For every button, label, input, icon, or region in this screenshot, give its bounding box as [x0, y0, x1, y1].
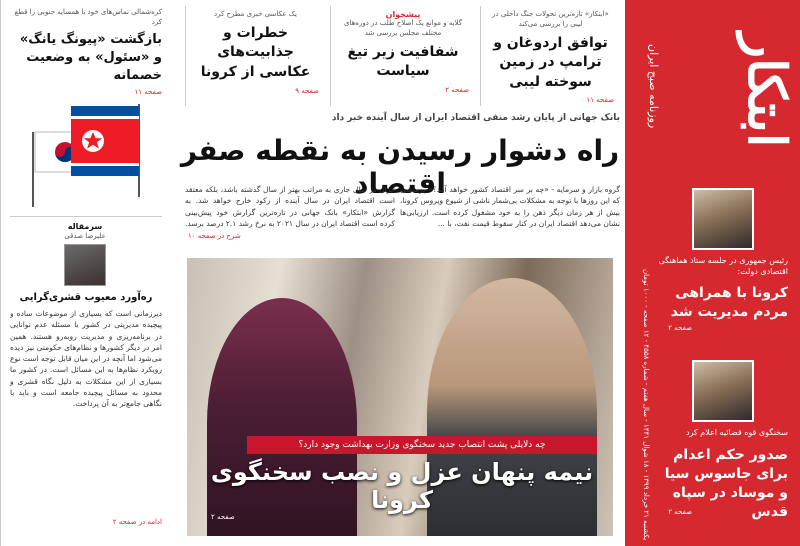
teaser-page-ref[interactable]: صفحه ۲: [445, 85, 469, 94]
teaser-title: بازگشت «پیونگ یانگ» و «سئول» به وضعیت خصمانه: [19, 31, 162, 83]
teaser-transparency[interactable]: [330, 6, 475, 106]
korea-flags-illustration: [11, 102, 161, 212]
teaser-page-ref[interactable]: صفحه ۱۱: [586, 96, 614, 105]
editorial-label: سرمقاله: [67, 222, 103, 231]
item2-page-ref[interactable]: صفحه ۲: [668, 508, 692, 516]
editorial-title[interactable]: ره‌آورد معیوب قشری‌گرایی: [19, 292, 153, 303]
judiciary-spokesman-photo: [692, 360, 754, 422]
teaser-kicker: گلایه و موانع یک اصلاح طلب در دوره‌های مختلف مجلس بررسی شد: [343, 19, 463, 37]
main-body-left: ایران در سال جاری به مراتب بهتر از سال گذشته باشد، بلکه معتقد است اقتصاد ایران در سال آینده از رکود خارج خواهد شد. به گزارش «ابتکار» بانک جهانی در تازه‌ترین گزارش خود پیش‌بینی کرده است اقتصاد ایران در سال ۲۰۲۱ به نرخ رشد ۲.۱ درصد برسد.: [185, 185, 395, 228]
masthead-slogan: روزنامه صبح ایران: [647, 43, 660, 128]
photo-headline[interactable]: نیمه پنهان عزل و نصب سخنگوی کرونا: [210, 458, 594, 514]
president-photo: [692, 188, 754, 250]
item2-headline[interactable]: صدور حکم اعدام برای جاسوس سیا و موساد در سپاه قدس: [664, 447, 788, 520]
north-korea-flag: [71, 106, 139, 176]
teaser-photography[interactable]: [185, 6, 325, 106]
main-kicker: بانک جهانی از پایان رشد منفی اقتصاد ایران از سال آینده خبر داد: [331, 113, 620, 123]
teaser-kicker: یک عکاسی خبری مطرح کرد: [214, 10, 297, 18]
item1-caption: رئیس جمهوری در جلسه ستاد هماهنگی اقتصادی دولت:: [658, 256, 788, 276]
section-label: پیشخوان: [385, 10, 421, 19]
teaser-page-ref[interactable]: صفحه ۱۱: [134, 88, 162, 97]
teaser-kicker: «ابتکار» تازه‌ترین تحولات جنگ داخلی در لیبی را بررسی می‌کند: [492, 10, 609, 28]
lead-photo: [187, 258, 613, 536]
masthead-strip: [625, 0, 800, 546]
editorial-more-link[interactable]: ادامه در صفحه ۲: [112, 518, 162, 526]
item1-page-ref[interactable]: صفحه ۲: [668, 324, 692, 332]
teaser-page-ref[interactable]: صفحه ۹: [295, 86, 319, 95]
teaser-title: خطرات و جذابیت‌های عکاسی از کرونا: [200, 24, 311, 80]
main-body-right: گروه بازار و سرمایه - «چه بر سر اقتصاد کشور خواهد آمد؟» پرسشی که این روزها با توجه به مشکلات بی‌شمار ناشی از شیوع ویروس کرونا، بیش از هر زمان دیگر ذهن را به خود مشغول کرده است. ارزیابی‌ها نشان می‌دهد اقتصاد ایران در کنار سقوط قیمت نفت، با ...: [400, 185, 620, 228]
left-column: [0, 0, 170, 546]
author-photo: [64, 244, 106, 286]
editorial-body: دیرزمانی است که بسیاری از موضوعات ساده و پیچیده مدیریتی در کشور با مسئله عدم توانایی در برنامه‌ریزی و مدیریت روبه‌رو هستند. همین امر در دیگر کشورها و نظام‌های حکومتی نیز دیده می‌شود اما آنچه در این میان قابل توجه است نوع رویکرد نظام‌ها به این مسائل است. در کشور ما بسیاری از این مشکلات به دلیل نگاه قشری و محدود به مسائل پیچیده جامعه است و باید با نگاهی جامع‌تر به آن پرداخت.: [10, 309, 162, 408]
main-headline[interactable]: راه دشوار رسیدن به نقطه صفر اقتصاد: [180, 134, 620, 200]
teaser-libya[interactable]: [480, 6, 620, 106]
teaser-title: شفافیت زیر تیغ سیاست: [347, 43, 459, 80]
photo-page-ref[interactable]: صفحه ۲: [211, 513, 235, 521]
main-more-link[interactable]: شرح در صفحه ۱۰: [188, 232, 241, 240]
photo-kicker: چه دلایلی پشت انتصاب جدید سخنگوی وزارت بهداشت وجود دارد؟: [247, 436, 597, 454]
item1-headline[interactable]: کرونا با همراهی مردم مدیریت شد: [670, 285, 788, 320]
issue-info: یکشنبه ۲۱ خرداد ۱۳۹۹ - ۱۸ شوال ۱۴۴۱ - سال هفتم - شماره ۴۵۵۸ - ۱۲ صفحه - ۱۰۰۰ تومان: [642, 268, 650, 540]
item2-caption: سخنگوی قوه قضائیه اعلام کرد: [685, 428, 788, 437]
editorial-divider: [10, 216, 162, 217]
korea-teaser[interactable]: [10, 8, 162, 96]
editorial-author: علیرضا صدقی: [64, 232, 106, 240]
teaser-title: توافق اردوغان و ترامپ در زمین سوخته لیبی: [493, 34, 608, 90]
teaser-kicker: کره‌شمالی تماس‌های خود با همسایه جنوبی را قطع کرد: [14, 8, 162, 26]
newspaper-logo[interactable]: ابتکار: [736, 32, 797, 148]
